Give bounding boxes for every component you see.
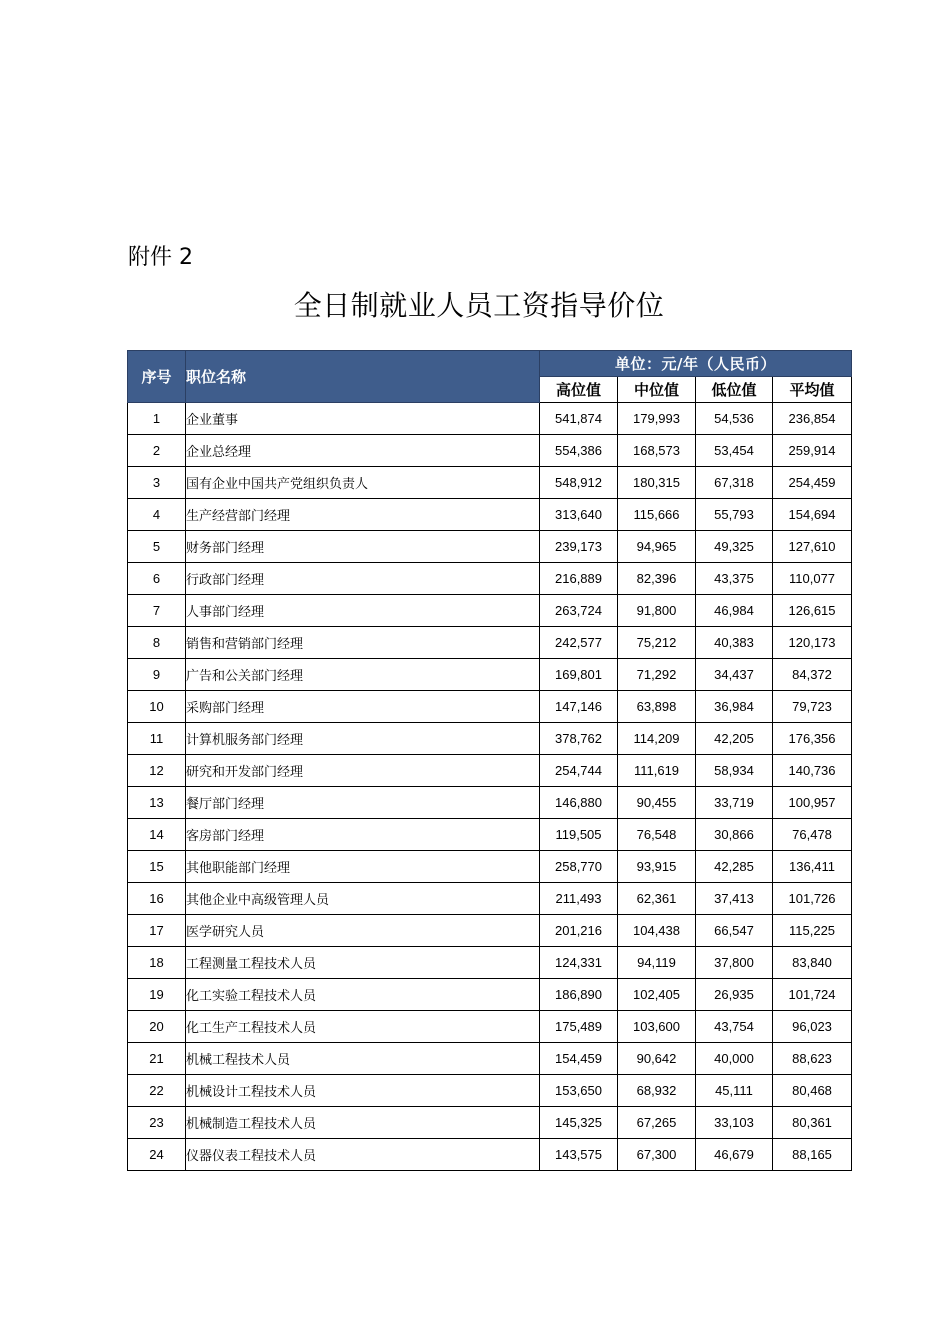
cell-seq: 8: [128, 627, 186, 659]
cell-high: 186,890: [540, 979, 618, 1011]
cell-position-name: 其他职能部门经理: [186, 851, 540, 883]
cell-seq: 10: [128, 691, 186, 723]
cell-mid: 115,666: [618, 499, 696, 531]
cell-mid: 75,212: [618, 627, 696, 659]
cell-position-name: 餐厅部门经理: [186, 787, 540, 819]
cell-low: 34,437: [696, 659, 773, 691]
cell-position-name: 广告和公关部门经理: [186, 659, 540, 691]
cell-avg: 120,173: [773, 627, 852, 659]
cell-low: 53,454: [696, 435, 773, 467]
cell-high: 216,889: [540, 563, 618, 595]
attachment-label: 附件 2: [128, 245, 193, 270]
cell-low: 67,318: [696, 467, 773, 499]
table-row: [128, 499, 852, 531]
cell-seq: 5: [128, 531, 186, 563]
cell-mid: 114,209: [618, 723, 696, 755]
cell-avg: 140,736: [773, 755, 852, 787]
table-body: [128, 403, 852, 1171]
cell-mid: 91,800: [618, 595, 696, 627]
cell-mid: 90,455: [618, 787, 696, 819]
cell-high: 175,489: [540, 1011, 618, 1043]
table-row: [128, 627, 852, 659]
header-high: 高位值: [540, 377, 618, 403]
cell-seq: 14: [128, 819, 186, 851]
cell-seq: 20: [128, 1011, 186, 1043]
cell-position-name: 化工生产工程技术人员: [186, 1011, 540, 1043]
cell-seq: 3: [128, 467, 186, 499]
cell-seq: 17: [128, 915, 186, 947]
cell-low: 33,103: [696, 1107, 773, 1139]
cell-seq: 11: [128, 723, 186, 755]
cell-avg: 127,610: [773, 531, 852, 563]
cell-mid: 67,265: [618, 1107, 696, 1139]
cell-avg: 83,840: [773, 947, 852, 979]
cell-position-name: 企业董事: [186, 403, 540, 435]
cell-low: 43,375: [696, 563, 773, 595]
cell-seq: 6: [128, 563, 186, 595]
cell-position-name: 其他企业中高级管理人员: [186, 883, 540, 915]
cell-position-name: 化工实验工程技术人员: [186, 979, 540, 1011]
cell-position-name: 工程测量工程技术人员: [186, 947, 540, 979]
table-row: [128, 531, 852, 563]
cell-mid: 94,965: [618, 531, 696, 563]
cell-avg: 236,854: [773, 403, 852, 435]
cell-avg: 101,726: [773, 883, 852, 915]
cell-high: 263,724: [540, 595, 618, 627]
cell-low: 30,866: [696, 819, 773, 851]
cell-low: 43,754: [696, 1011, 773, 1043]
table-row: [128, 691, 852, 723]
table-row: [128, 1075, 852, 1107]
cell-mid: 111,619: [618, 755, 696, 787]
cell-position-name: 人事部门经理: [186, 595, 540, 627]
cell-seq: 13: [128, 787, 186, 819]
cell-avg: 110,077: [773, 563, 852, 595]
table-row: [128, 755, 852, 787]
table-row: [128, 915, 852, 947]
cell-high: 239,173: [540, 531, 618, 563]
cell-avg: 136,411: [773, 851, 852, 883]
cell-low: 42,285: [696, 851, 773, 883]
cell-mid: 82,396: [618, 563, 696, 595]
table-row: [128, 1139, 852, 1171]
table-row: [128, 467, 852, 499]
cell-position-name: 生产经营部门经理: [186, 499, 540, 531]
cell-avg: 84,372: [773, 659, 852, 691]
cell-high: 541,874: [540, 403, 618, 435]
wage-guidance-table: [127, 350, 852, 1171]
cell-seq: 18: [128, 947, 186, 979]
cell-mid: 168,573: [618, 435, 696, 467]
cell-low: 58,934: [696, 755, 773, 787]
cell-mid: 71,292: [618, 659, 696, 691]
cell-low: 54,536: [696, 403, 773, 435]
table-row: [128, 819, 852, 851]
cell-high: 153,650: [540, 1075, 618, 1107]
cell-avg: 115,225: [773, 915, 852, 947]
cell-avg: 101,724: [773, 979, 852, 1011]
cell-position-name: 研究和开发部门经理: [186, 755, 540, 787]
cell-avg: 254,459: [773, 467, 852, 499]
cell-low: 55,793: [696, 499, 773, 531]
cell-low: 49,325: [696, 531, 773, 563]
cell-avg: 80,361: [773, 1107, 852, 1139]
cell-low: 46,679: [696, 1139, 773, 1171]
cell-low: 33,719: [696, 787, 773, 819]
cell-avg: 96,023: [773, 1011, 852, 1043]
cell-position-name: 机械工程技术人员: [186, 1043, 540, 1075]
cell-mid: 62,361: [618, 883, 696, 915]
table-row: [128, 1107, 852, 1139]
cell-mid: 180,315: [618, 467, 696, 499]
table-row: [128, 435, 852, 467]
cell-seq: 23: [128, 1107, 186, 1139]
table-row: [128, 851, 852, 883]
cell-position-name: 仪器仪表工程技术人员: [186, 1139, 540, 1171]
cell-avg: 80,468: [773, 1075, 852, 1107]
header-seq: 序号: [128, 351, 186, 403]
cell-high: 211,493: [540, 883, 618, 915]
table-row: [128, 787, 852, 819]
cell-low: 66,547: [696, 915, 773, 947]
cell-low: 37,413: [696, 883, 773, 915]
cell-high: 119,505: [540, 819, 618, 851]
cell-low: 40,383: [696, 627, 773, 659]
cell-seq: 24: [128, 1139, 186, 1171]
cell-high: 169,801: [540, 659, 618, 691]
cell-mid: 102,405: [618, 979, 696, 1011]
cell-avg: 76,478: [773, 819, 852, 851]
cell-avg: 259,914: [773, 435, 852, 467]
cell-mid: 94,119: [618, 947, 696, 979]
cell-position-name: 计算机服务部门经理: [186, 723, 540, 755]
cell-mid: 63,898: [618, 691, 696, 723]
cell-seq: 2: [128, 435, 186, 467]
cell-high: 146,880: [540, 787, 618, 819]
cell-seq: 16: [128, 883, 186, 915]
cell-position-name: 行政部门经理: [186, 563, 540, 595]
table-row: [128, 403, 852, 435]
cell-avg: 88,165: [773, 1139, 852, 1171]
table-row: [128, 947, 852, 979]
cell-low: 26,935: [696, 979, 773, 1011]
cell-seq: 15: [128, 851, 186, 883]
cell-low: 45,111: [696, 1075, 773, 1107]
header-mid: 中位值: [618, 377, 696, 403]
cell-high: 554,386: [540, 435, 618, 467]
table-row: [128, 563, 852, 595]
cell-avg: 79,723: [773, 691, 852, 723]
cell-seq: 9: [128, 659, 186, 691]
cell-avg: 154,694: [773, 499, 852, 531]
cell-position-name: 机械设计工程技术人员: [186, 1075, 540, 1107]
cell-seq: 7: [128, 595, 186, 627]
cell-high: 147,146: [540, 691, 618, 723]
cell-avg: 126,615: [773, 595, 852, 627]
cell-seq: 21: [128, 1043, 186, 1075]
table-row: [128, 979, 852, 1011]
table-row: [128, 659, 852, 691]
cell-high: 242,577: [540, 627, 618, 659]
cell-low: 42,205: [696, 723, 773, 755]
cell-high: 154,459: [540, 1043, 618, 1075]
header-avg: 平均值: [773, 377, 852, 403]
cell-high: 254,744: [540, 755, 618, 787]
cell-low: 46,984: [696, 595, 773, 627]
cell-seq: 1: [128, 403, 186, 435]
cell-high: 143,575: [540, 1139, 618, 1171]
table-row: [128, 595, 852, 627]
cell-high: 145,325: [540, 1107, 618, 1139]
cell-avg: 88,623: [773, 1043, 852, 1075]
cell-position-name: 财务部门经理: [186, 531, 540, 563]
cell-position-name: 企业总经理: [186, 435, 540, 467]
cell-low: 36,984: [696, 691, 773, 723]
header-position-name: 职位名称: [186, 351, 540, 403]
cell-high: 258,770: [540, 851, 618, 883]
table-row: [128, 1011, 852, 1043]
cell-mid: 179,993: [618, 403, 696, 435]
table-row: [128, 723, 852, 755]
cell-mid: 68,932: [618, 1075, 696, 1107]
cell-seq: 19: [128, 979, 186, 1011]
cell-high: 313,640: [540, 499, 618, 531]
cell-mid: 103,600: [618, 1011, 696, 1043]
cell-high: 124,331: [540, 947, 618, 979]
cell-mid: 104,438: [618, 915, 696, 947]
cell-mid: 67,300: [618, 1139, 696, 1171]
cell-mid: 76,548: [618, 819, 696, 851]
header-low: 低位值: [696, 377, 773, 403]
cell-position-name: 医学研究人员: [186, 915, 540, 947]
cell-seq: 22: [128, 1075, 186, 1107]
table-row: [128, 1043, 852, 1075]
cell-mid: 93,915: [618, 851, 696, 883]
cell-low: 40,000: [696, 1043, 773, 1075]
cell-seq: 4: [128, 499, 186, 531]
header-unit: 单位：元/年（人民币）: [540, 351, 852, 377]
cell-position-name: 机械制造工程技术人员: [186, 1107, 540, 1139]
cell-seq: 12: [128, 755, 186, 787]
cell-high: 201,216: [540, 915, 618, 947]
table-row: [128, 883, 852, 915]
cell-avg: 100,957: [773, 787, 852, 819]
page-title: 全日制就业人员工资指导价位: [293, 289, 665, 322]
cell-avg: 176,356: [773, 723, 852, 755]
cell-high: 548,912: [540, 467, 618, 499]
cell-position-name: 国有企业中国共产党组织负责人: [186, 467, 540, 499]
cell-position-name: 销售和营销部门经理: [186, 627, 540, 659]
cell-position-name: 客房部门经理: [186, 819, 540, 851]
cell-mid: 90,642: [618, 1043, 696, 1075]
cell-high: 378,762: [540, 723, 618, 755]
cell-position-name: 采购部门经理: [186, 691, 540, 723]
cell-low: 37,800: [696, 947, 773, 979]
